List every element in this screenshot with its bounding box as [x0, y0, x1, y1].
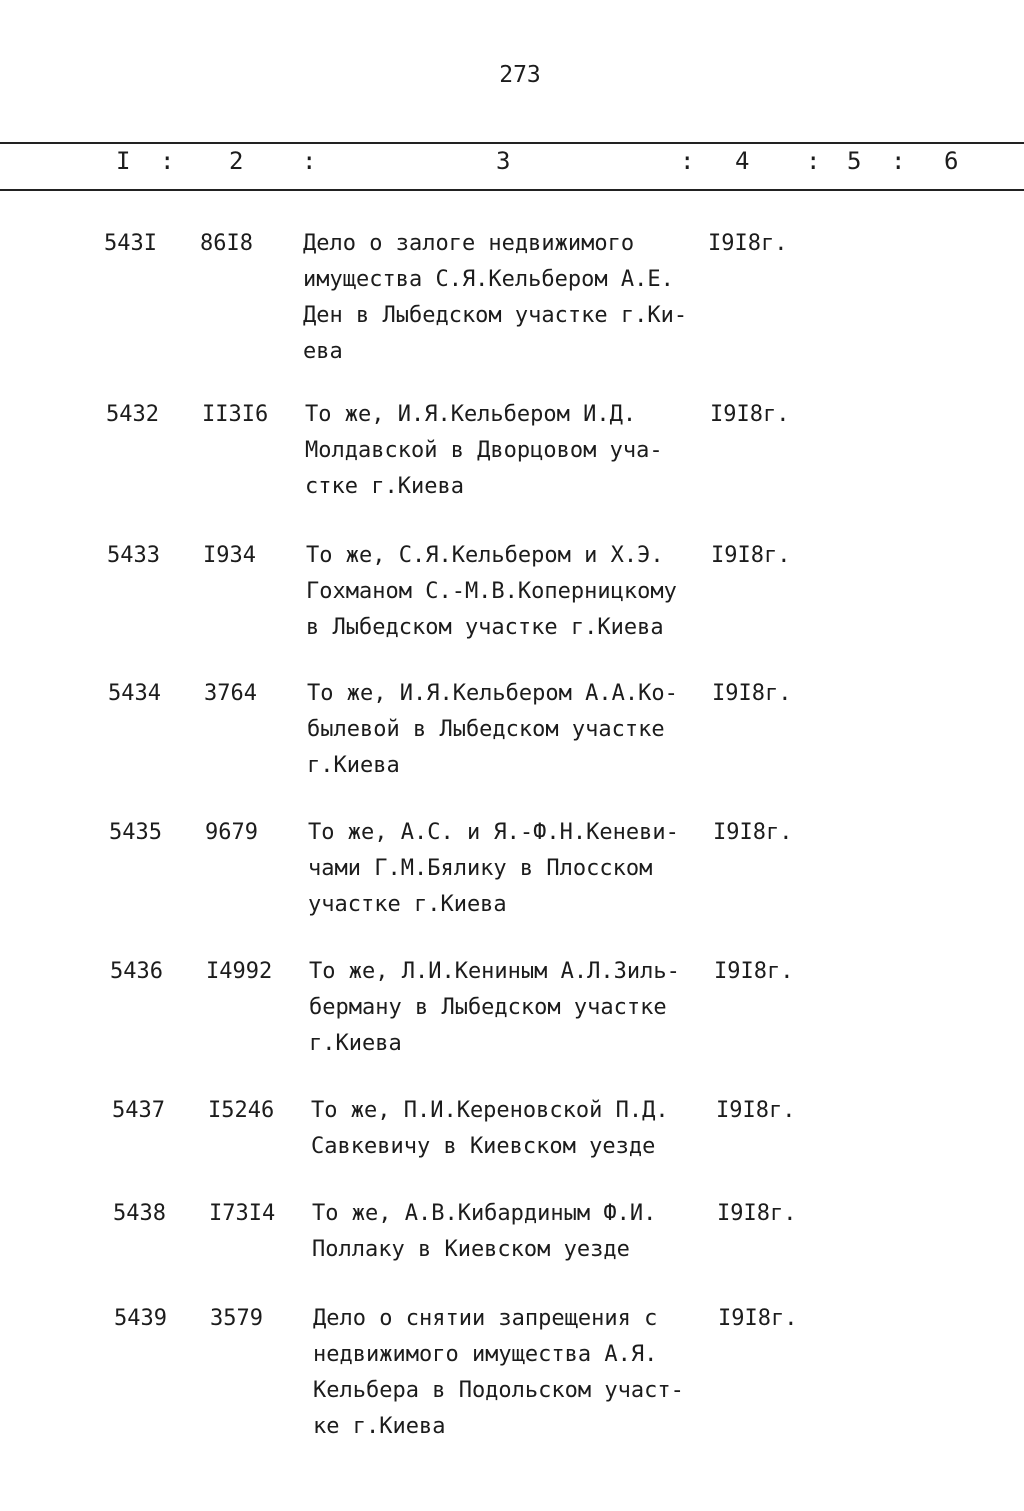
- description-line: То же, Л.И.Кениным А.Л.Зиль-: [309, 959, 680, 984]
- entry-date: I9I8г.: [712, 681, 792, 706]
- description-line: Савкевичу в Киевском уезде: [311, 1134, 656, 1159]
- header-separator: :: [680, 147, 695, 175]
- case-number: II3I6: [202, 402, 269, 427]
- entry-number: 5438: [113, 1201, 166, 1226]
- case-number: I4992: [206, 959, 273, 984]
- entry-number: 5435: [109, 820, 162, 845]
- entry-date: I9I8г.: [710, 402, 790, 427]
- header-bottom-rule: [0, 189, 1024, 191]
- header-separator: :: [806, 147, 821, 175]
- entry-number: 543I: [104, 231, 157, 256]
- entry-description: [305, 397, 725, 505]
- header-separator: :: [302, 147, 317, 175]
- description-line: г.Киева: [307, 753, 400, 778]
- header-col-5: 5: [847, 147, 862, 175]
- description-line: в Лыбедском участке г.Киева: [306, 615, 664, 640]
- entry-number: 5433: [107, 543, 160, 568]
- entry-number: 5432: [106, 402, 159, 427]
- entry-date: I9I8г.: [718, 1306, 798, 1331]
- description-line: недвижимого имущества А.Я.: [313, 1342, 658, 1367]
- header-separator: :: [160, 147, 175, 175]
- header-col-3: 3: [496, 147, 511, 175]
- header-col-4: 4: [735, 147, 750, 175]
- entry-description: [313, 1301, 733, 1445]
- entry-date: I9I8г.: [717, 1201, 797, 1226]
- description-line: берману в Лыбедском участке: [309, 995, 667, 1020]
- case-number: I5246: [208, 1098, 275, 1123]
- description-line: То же, П.И.Кереновской П.Д.: [311, 1098, 669, 1123]
- description-line: участке г.Киева: [308, 892, 507, 917]
- case-number: 9679: [205, 820, 258, 845]
- description-line: То же, И.Я.Кельбером А.А.Ко-: [307, 681, 678, 706]
- header-separator: :: [891, 147, 906, 175]
- entry-date: I9I8г.: [708, 231, 788, 256]
- case-number: 3764: [204, 681, 257, 706]
- description-line: Молдавской в Дворцовом уча-: [305, 438, 663, 463]
- entry-date: I9I8г.: [714, 959, 794, 984]
- description-line: Кельбера в Подольском участ-: [313, 1378, 684, 1403]
- case-number: I73I4: [209, 1201, 276, 1226]
- entry-description: [307, 676, 727, 784]
- header-col-6: 6: [944, 147, 959, 175]
- description-line: имущества С.Я.Кельбером А.Е.: [303, 267, 674, 292]
- entry-number: 5437: [112, 1098, 165, 1123]
- description-line: былевой в Лыбедском участке: [307, 717, 665, 742]
- entry-number: 5434: [108, 681, 161, 706]
- entry-description: [303, 226, 723, 370]
- page-number: 273: [499, 62, 541, 88]
- entry-date: I9I8г.: [713, 820, 793, 845]
- header-top-rule: [0, 142, 1024, 144]
- entry-number: 5439: [114, 1306, 167, 1331]
- case-number: 86I8: [200, 231, 253, 256]
- description-line: Гохманом С.-М.В.Коперницкому: [306, 579, 677, 604]
- description-line: стке г.Киева: [305, 474, 464, 499]
- description-line: То же, И.Я.Кельбером И.Д.: [305, 402, 637, 427]
- description-line: Ден в Лыбедском участке г.Ки-: [303, 303, 688, 328]
- entry-number: 5436: [110, 959, 163, 984]
- entry-date: I9I8г.: [716, 1098, 796, 1123]
- case-number: I934: [203, 543, 256, 568]
- entry-date: I9I8г.: [711, 543, 791, 568]
- description-line: То же, С.Я.Кельбером и Х.Э.: [306, 543, 664, 568]
- entry-description: [309, 954, 729, 1062]
- header-col-2: 2: [229, 147, 244, 175]
- description-line: То же, А.В.Кибардиным Ф.И.: [312, 1201, 657, 1226]
- description-line: ева: [303, 339, 343, 364]
- description-line: г.Киева: [309, 1031, 402, 1056]
- entry-description: [306, 538, 726, 646]
- description-line: Дело о залоге недвижимого: [303, 231, 635, 256]
- description-line: ке г.Киева: [313, 1414, 446, 1439]
- description-line: Поллаку в Киевском уезде: [312, 1237, 630, 1262]
- description-line: Дело о снятии запрещения с: [313, 1306, 658, 1331]
- description-line: чами Г.М.Бялику в Плосском: [308, 856, 653, 881]
- header-col-1: I: [116, 147, 131, 175]
- entry-description: [311, 1093, 731, 1165]
- description-line: То же, А.С. и Я.-Ф.Н.Кеневи-: [308, 820, 679, 845]
- entry-description: [312, 1196, 732, 1268]
- case-number: 3579: [210, 1306, 263, 1331]
- entry-description: [308, 815, 728, 923]
